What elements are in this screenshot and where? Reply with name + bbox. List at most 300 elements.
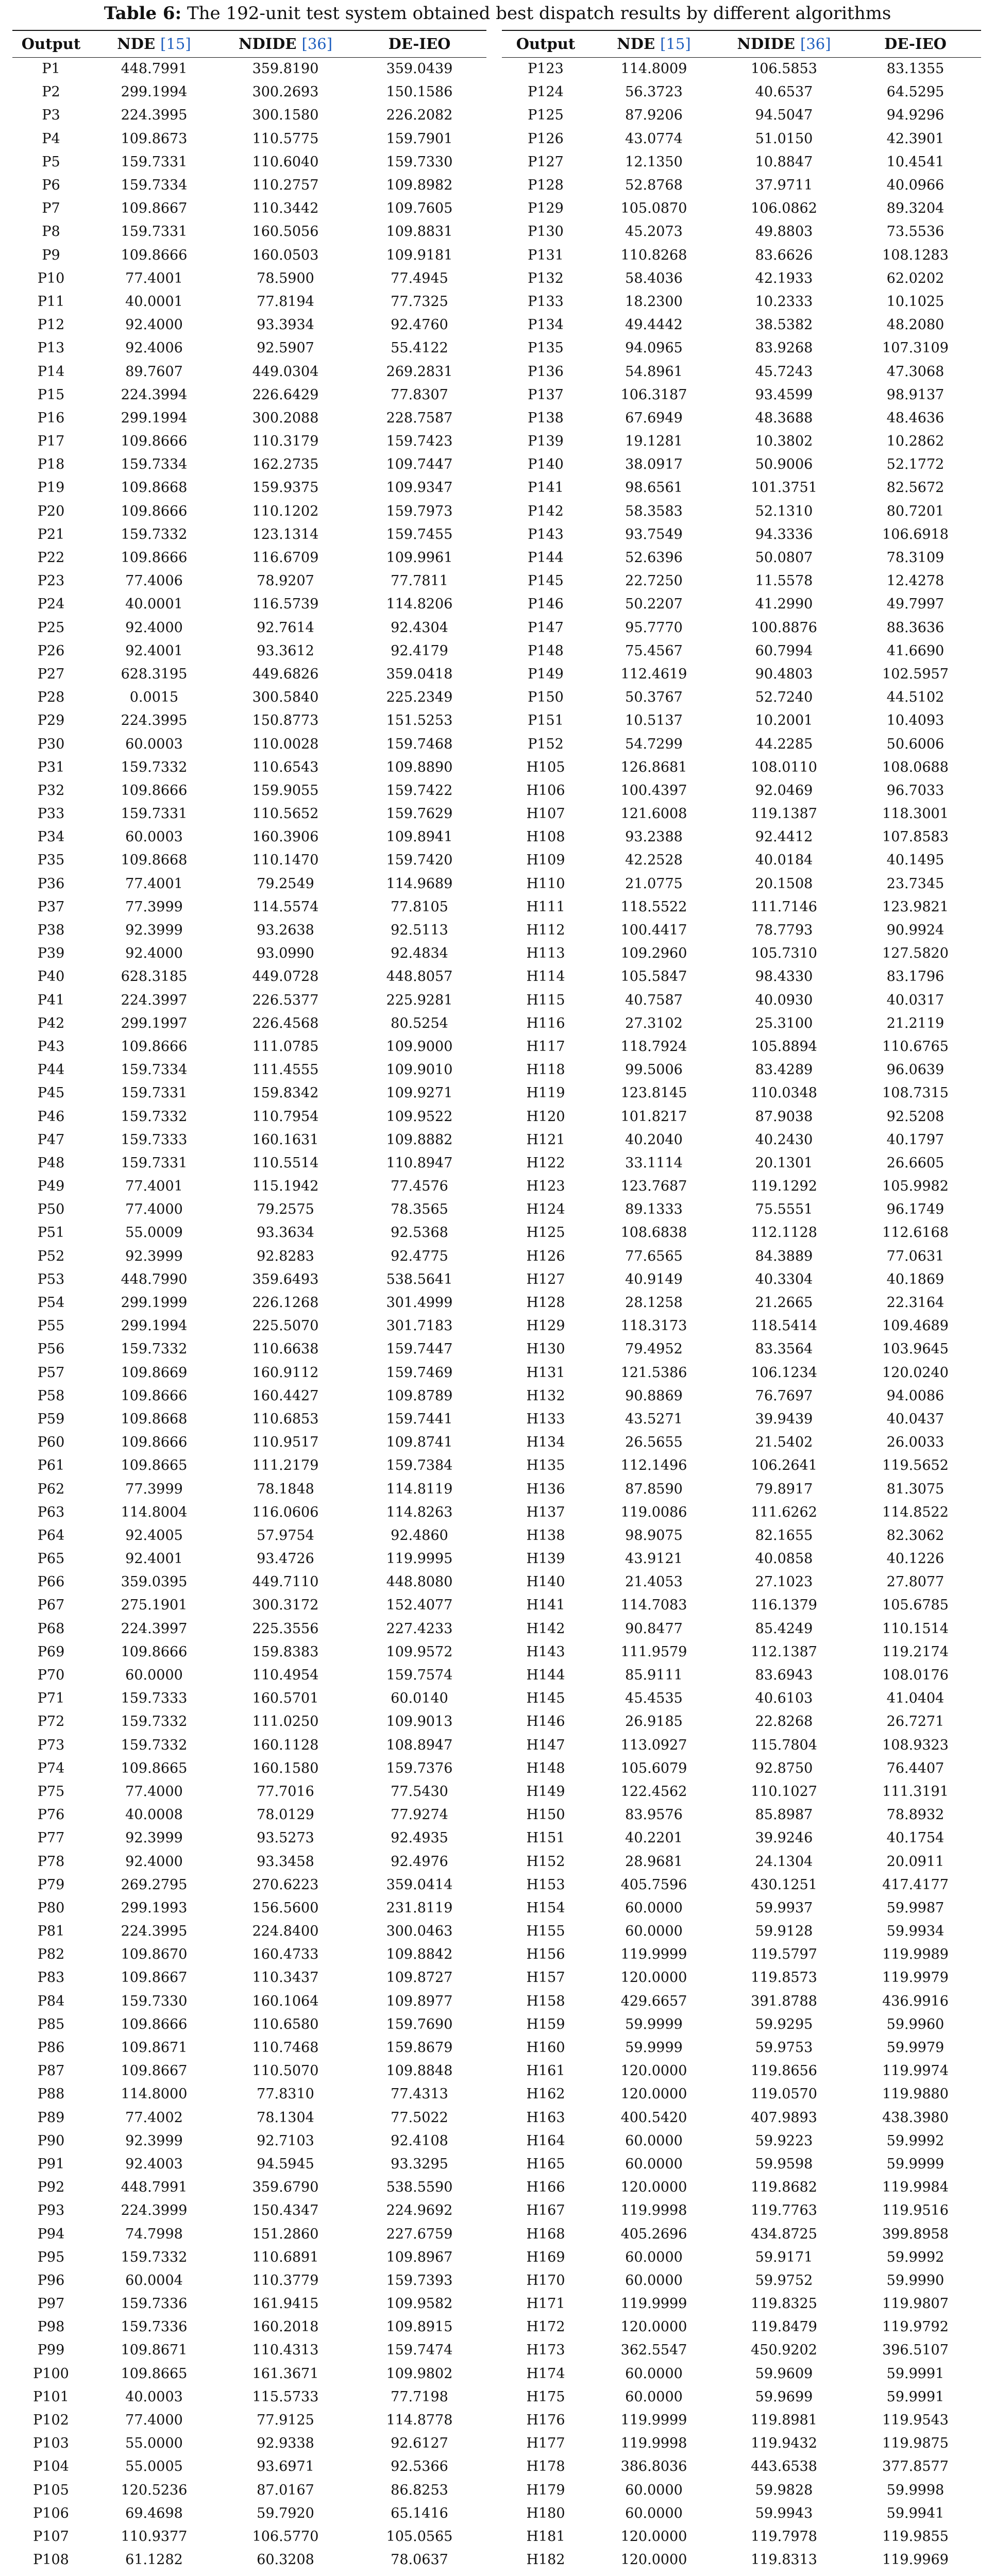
table-row	[502, 592, 981, 616]
nde-cell: 224.3997	[121, 1620, 188, 1637]
table-row	[502, 336, 981, 360]
nde-cell: 109.8668	[121, 480, 188, 496]
nde-cell: 75.4567	[625, 642, 683, 659]
table-row	[12, 756, 486, 779]
table-row	[502, 2153, 981, 2176]
table-row	[502, 1640, 981, 1664]
nde-cell: 109.8666	[121, 247, 188, 263]
table-row	[502, 1012, 981, 1035]
output-cell: H154	[526, 1900, 565, 1916]
output-cell: P60	[37, 1434, 65, 1451]
ndide-cell: 160.1128	[252, 1737, 319, 1753]
ndide-cell: 59.9609	[755, 2365, 813, 2382]
ndide-cell: 100.8876	[751, 619, 817, 636]
nde-cell: 119.9998	[620, 2202, 687, 2219]
output-cell: P143	[528, 526, 564, 543]
nde-cell: 114.8004	[121, 1504, 188, 1520]
table-row	[12, 244, 486, 267]
deieo-cell: 103.9645	[882, 1341, 949, 1358]
deieo-cell: 40.1495	[886, 852, 945, 869]
nde-cell: 87.8590	[625, 1481, 683, 1497]
table-row	[12, 1734, 486, 1757]
deieo-cell: 301.7183	[386, 1318, 453, 1334]
output-cell: P94	[37, 2226, 65, 2242]
output-cell: P54	[37, 1295, 65, 1311]
output-cell: P133	[528, 293, 564, 310]
output-cell: P58	[37, 1387, 65, 1404]
output-cell: P70	[37, 1667, 65, 1684]
output-cell: P123	[528, 61, 564, 77]
output-cell: P83	[37, 1970, 65, 1986]
table-row	[502, 663, 981, 686]
ndide-cell: 77.7016	[257, 1783, 314, 1800]
output-cell: H140	[526, 1574, 565, 1590]
ndide-cell: 161.9415	[252, 2296, 319, 2312]
deieo-cell: 269.2831	[386, 363, 453, 380]
deieo-cell: 110.1514	[882, 1620, 949, 1637]
nde-cell: 109.8666	[121, 1038, 188, 1055]
deieo-cell: 224.9692	[386, 2202, 453, 2219]
deieo-cell: 52.1772	[886, 456, 945, 473]
header-deieo: DE-IEO	[850, 30, 981, 57]
deieo-cell: 40.1226	[886, 1551, 945, 1567]
table-row	[502, 825, 981, 849]
nde-cell: 79.4952	[625, 1341, 683, 1358]
table-row	[12, 1850, 486, 1873]
output-cell: H112	[526, 922, 565, 939]
deieo-cell: 151.5253	[386, 713, 453, 729]
deieo-cell: 59.9991	[886, 2365, 945, 2382]
table-row	[12, 197, 486, 220]
ndide-cell: 83.6943	[755, 1667, 813, 1684]
output-cell: P61	[37, 1458, 65, 1474]
ndide-cell: 83.3564	[755, 1341, 813, 1358]
table-row	[12, 1873, 486, 1896]
table-row	[502, 1268, 981, 1291]
table-row	[502, 756, 981, 779]
table-row	[502, 942, 981, 965]
output-cell: P90	[37, 2132, 65, 2149]
output-cell: P131	[528, 247, 564, 263]
ndide-cell: 111.0250	[252, 1714, 319, 1730]
nde-cell: 159.7333	[121, 1690, 188, 1707]
nde-cell: 159.7334	[121, 1062, 188, 1078]
ndide-cell: 93.0990	[257, 945, 314, 962]
left-table-body	[12, 57, 486, 2576]
table-row	[12, 1431, 486, 1454]
table-row	[502, 989, 981, 1012]
deieo-cell: 300.0463	[386, 1923, 453, 1940]
output-cell: P86	[37, 2040, 65, 2056]
output-cell: P57	[37, 1364, 65, 1381]
table-row	[502, 709, 981, 732]
ndide-cell: 94.5945	[257, 2156, 314, 2172]
nde-cell: 109.8665	[121, 1760, 188, 1776]
output-cell: H133	[526, 1411, 565, 1427]
deieo-cell: 377.8577	[882, 2459, 949, 2475]
table-row	[502, 616, 981, 639]
output-cell: P132	[528, 270, 564, 286]
header-nde-ref[interactable]: [15]	[660, 35, 691, 53]
table-row	[502, 2129, 981, 2153]
deieo-cell: 109.8941	[386, 829, 453, 845]
ndide-cell: 225.5070	[252, 1318, 319, 1334]
table-row	[502, 2502, 981, 2525]
deieo-cell: 40.0317	[886, 992, 945, 1008]
deieo-cell: 82.5672	[886, 480, 945, 496]
nde-cell: 405.7596	[620, 1876, 687, 1893]
table-row	[502, 523, 981, 546]
table-row	[502, 2479, 981, 2502]
output-cell: H129	[526, 1318, 565, 1334]
nde-cell: 40.0001	[125, 596, 183, 613]
table-row	[12, 732, 486, 755]
deieo-cell: 109.7447	[386, 456, 453, 473]
table-row	[12, 546, 486, 569]
ndide-cell: 110.9517	[252, 1434, 319, 1451]
nde-cell: 90.8869	[625, 1387, 683, 1404]
nde-cell: 52.6396	[625, 550, 683, 566]
output-cell: P130	[528, 224, 564, 240]
output-cell: H116	[526, 1015, 565, 1031]
nde-cell: 224.3995	[121, 107, 188, 124]
output-cell: H127	[526, 1271, 565, 1287]
table-row	[12, 360, 486, 383]
nde-cell: 19.1281	[625, 433, 683, 450]
output-cell: H151	[526, 1830, 565, 1846]
output-cell: H149	[526, 1783, 565, 1800]
table-row	[12, 2385, 486, 2409]
output-cell: P8	[42, 224, 60, 240]
output-cell: P36	[37, 875, 65, 892]
output-cell: P67	[37, 1597, 65, 1614]
ndide-cell: 430.1251	[751, 1876, 817, 1893]
nde-cell: 362.5547	[620, 2342, 687, 2359]
nde-cell: 359.0395	[121, 1574, 188, 1590]
table-row	[12, 2409, 486, 2432]
nde-cell: 119.9999	[620, 2412, 687, 2429]
nde-cell: 58.4036	[625, 270, 683, 286]
deieo-cell: 92.5208	[886, 1108, 945, 1125]
table-row	[502, 2082, 981, 2106]
output-cell: P22	[37, 550, 65, 566]
output-cell: H147	[526, 1737, 565, 1753]
ndide-cell: 300.3172	[252, 1597, 319, 1614]
deieo-cell: 152.4077	[386, 1597, 453, 1614]
nde-cell: 159.7332	[121, 1737, 188, 1753]
output-cell: H141	[526, 1597, 565, 1614]
output-cell: P43	[37, 1038, 65, 1055]
table-row	[12, 1920, 486, 1943]
ndide-cell: 226.5377	[252, 992, 319, 1008]
nde-cell: 77.4006	[125, 573, 183, 589]
ndide-cell: 40.2430	[755, 1131, 813, 1148]
output-cell: H126	[526, 1248, 565, 1264]
nde-cell: 109.8670	[121, 1946, 188, 1963]
nde-cell: 69.4698	[125, 2505, 183, 2521]
table-row	[12, 1105, 486, 1128]
table-row	[12, 919, 486, 942]
output-cell: H114	[526, 969, 565, 985]
ndide-cell: 39.9439	[755, 1411, 813, 1427]
deieo-cell: 119.9979	[882, 1970, 949, 1986]
deieo-cell: 105.6785	[882, 1597, 949, 1614]
ndide-cell: 37.9711	[755, 177, 813, 194]
nde-cell: 67.6949	[625, 410, 683, 426]
ndide-cell: 300.2088	[252, 410, 319, 426]
ndide-cell: 106.5770	[252, 2528, 319, 2545]
nde-cell: 60.0003	[125, 829, 183, 845]
table-row	[502, 174, 981, 197]
ndide-cell: 160.4733	[252, 1946, 319, 1963]
table-row	[12, 500, 486, 523]
ndide-cell: 300.2693	[252, 84, 319, 100]
output-cell: P14	[37, 363, 65, 380]
output-cell: P3	[42, 107, 60, 124]
ndide-cell: 44.2285	[755, 736, 813, 752]
output-cell: P92	[37, 2179, 65, 2196]
ndide-cell: 119.8656	[751, 2063, 817, 2079]
output-cell: P7	[42, 200, 60, 217]
table-row	[502, 1454, 981, 1477]
deieo-cell: 159.7330	[386, 154, 453, 170]
output-cell: P1	[42, 61, 60, 77]
output-cell: H128	[526, 1295, 565, 1311]
ndide-cell: 78.0129	[257, 1807, 314, 1823]
ndide-cell: 59.9699	[755, 2388, 813, 2405]
output-cell: H160	[526, 2040, 565, 2056]
table-row	[12, 2525, 486, 2548]
output-cell: P152	[528, 736, 564, 752]
header-nde-ref[interactable]: [15]	[160, 35, 191, 53]
ndide-cell: 20.1508	[755, 875, 813, 892]
nde-cell: 120.0000	[620, 2086, 687, 2103]
ndide-cell: 160.2018	[252, 2319, 319, 2335]
deieo-cell: 359.0414	[386, 1876, 453, 1893]
table-row	[12, 1384, 486, 1408]
nde-cell: 94.0965	[625, 340, 683, 357]
output-cell: P6	[42, 177, 60, 194]
nde-cell: 109.8666	[121, 503, 188, 519]
table-row	[502, 360, 981, 383]
table-row	[12, 476, 486, 499]
header-ndide	[218, 30, 352, 57]
table-row	[12, 2292, 486, 2315]
ndide-cell: 110.7468	[252, 2040, 319, 2056]
output-cell: H130	[526, 1341, 565, 1358]
deieo-cell: 65.1416	[391, 2505, 448, 2521]
deieo-cell: 119.9969	[882, 2552, 949, 2568]
table-row	[12, 1268, 486, 1291]
deieo-cell: 92.4108	[391, 2132, 448, 2149]
table-row	[12, 1943, 486, 1966]
ndide-cell: 110.6853	[252, 1411, 319, 1427]
nde-cell: 120.0000	[620, 2552, 687, 2568]
output-cell: P151	[528, 713, 564, 729]
ndide-cell: 300.5840	[252, 689, 319, 706]
output-cell: P5	[42, 154, 60, 170]
nde-cell: 60.0000	[125, 1667, 183, 1684]
ndide-cell: 106.0862	[751, 200, 817, 217]
nde-cell: 59.9999	[625, 2040, 683, 2056]
ndide-cell: 52.7240	[755, 689, 813, 706]
nde-cell: 110.8268	[620, 247, 687, 263]
header-ndide	[718, 30, 850, 57]
nde-cell: 77.4001	[125, 270, 183, 286]
header-ndide-ref[interactable]: [36]	[301, 35, 333, 53]
deieo-cell: 59.9992	[886, 2132, 945, 2149]
ndide-cell: 92.4412	[755, 829, 813, 845]
table-row	[12, 1501, 486, 1524]
table-row	[502, 1058, 981, 1081]
table-row	[502, 919, 981, 942]
output-cell: P56	[37, 1341, 65, 1358]
ndide-cell: 40.6537	[755, 84, 813, 100]
nde-cell: 28.1258	[625, 1295, 683, 1311]
ndide-cell: 92.7614	[257, 619, 314, 636]
nde-cell: 60.0004	[125, 2272, 183, 2289]
table-row	[12, 1081, 486, 1105]
table-row	[502, 127, 981, 150]
table-row	[502, 1245, 981, 1268]
deieo-cell: 77.7811	[391, 573, 448, 589]
table-row	[12, 453, 486, 476]
ndide-cell: 110.5775	[252, 130, 319, 147]
ndide-cell: 93.4726	[257, 1551, 314, 1567]
table-row	[12, 802, 486, 825]
deieo-cell: 109.8882	[386, 1131, 453, 1148]
table-row	[502, 1477, 981, 1500]
ndide-cell: 119.8573	[751, 1970, 817, 1986]
output-cell: H111	[526, 899, 565, 915]
table-row	[12, 406, 486, 430]
ndide-cell: 41.2990	[755, 596, 813, 613]
ndide-cell: 110.3437	[252, 1970, 319, 1986]
ndide-cell: 112.1128	[751, 1225, 817, 1241]
table-row	[502, 1105, 981, 1128]
caption-text: The 192-unit test system obtained best dispatch results by different algorithms	[187, 3, 891, 24]
ndide-cell: 110.5514	[252, 1155, 319, 1171]
output-cell: H146	[526, 1714, 565, 1730]
nde-cell: 109.8665	[121, 2365, 188, 2382]
table-row	[502, 1664, 981, 1687]
ndide-cell: 98.4330	[755, 969, 813, 985]
output-cell: P41	[37, 992, 65, 1008]
deieo-cell: 44.5102	[886, 689, 945, 706]
deieo-cell: 107.8583	[882, 829, 949, 845]
deieo-cell: 109.8967	[386, 2249, 453, 2265]
deieo-cell: 109.8890	[386, 759, 453, 775]
table-row	[12, 779, 486, 802]
deieo-cell: 48.4636	[886, 410, 945, 426]
ndide-cell: 38.5382	[755, 317, 813, 333]
table-row	[12, 2338, 486, 2362]
deieo-cell: 109.9572	[386, 1643, 453, 1660]
output-cell: H158	[526, 1993, 565, 2009]
nde-cell: 118.7924	[620, 1038, 687, 1055]
ndide-cell: 92.8750	[755, 1760, 813, 1776]
deieo-cell: 94.9296	[886, 107, 945, 124]
output-cell: H134	[526, 1434, 565, 1451]
output-cell: H124	[526, 1201, 565, 1218]
nde-cell: 159.7336	[121, 2296, 188, 2312]
ndide-cell: 449.6826	[252, 666, 319, 682]
ndide-cell: 300.1580	[252, 107, 319, 124]
nde-cell: 77.4001	[125, 1178, 183, 1195]
output-cell: P134	[528, 317, 564, 333]
nde-cell: 40.0001	[125, 293, 183, 310]
deieo-cell: 159.7384	[386, 1458, 453, 1474]
header-ndide-label: NDIDE	[238, 35, 297, 53]
nde-cell: 33.1114	[625, 1155, 683, 1171]
table-row	[12, 2315, 486, 2338]
nde-cell: 122.4562	[620, 1783, 687, 1800]
deieo-cell: 159.7574	[386, 1667, 453, 1684]
results-table-left	[12, 30, 486, 2576]
deieo-cell: 119.5652	[882, 1458, 949, 1474]
nde-cell: 61.1282	[125, 2552, 183, 2568]
ndide-cell: 116.6709	[252, 550, 319, 566]
nde-cell: 54.7299	[625, 736, 683, 752]
deieo-cell: 108.8947	[386, 1737, 453, 1753]
ndide-cell: 50.0807	[755, 550, 813, 566]
table-row	[502, 1337, 981, 1361]
ndide-cell: 119.1387	[751, 806, 817, 822]
table-row	[502, 1594, 981, 1617]
deieo-cell: 109.9582	[386, 2296, 453, 2312]
nde-cell: 105.5847	[620, 969, 687, 985]
deieo-cell: 77.9274	[391, 1807, 448, 1823]
output-cell: P31	[37, 759, 65, 775]
ndide-cell: 449.7110	[252, 1574, 319, 1590]
nde-cell: 93.7549	[625, 526, 683, 543]
output-cell: H152	[526, 1853, 565, 1870]
table-row	[502, 686, 981, 709]
deieo-cell: 538.5590	[386, 2179, 453, 2196]
table-row	[502, 244, 981, 267]
table-row	[12, 2199, 486, 2222]
table-row	[502, 267, 981, 290]
table-row	[12, 1128, 486, 1151]
table-row	[502, 2362, 981, 2385]
nde-cell: 55.0009	[125, 1225, 183, 1241]
output-cell: P49	[37, 1178, 65, 1195]
nde-cell: 159.7332	[121, 1108, 188, 1125]
output-cell: P80	[37, 1900, 65, 1916]
deieo-cell: 118.3001	[882, 806, 949, 822]
deieo-cell: 92.4860	[391, 1527, 448, 1544]
deieo-cell: 159.7420	[386, 852, 453, 869]
output-cell: P29	[37, 713, 65, 729]
nde-cell: 27.3102	[625, 1015, 683, 1031]
ndide-cell: 160.0503	[252, 247, 319, 263]
deieo-cell: 77.5022	[391, 2109, 448, 2126]
ndide-cell: 10.2001	[755, 713, 813, 729]
ndide-cell: 160.5701	[252, 1690, 319, 1707]
table-row	[502, 2222, 981, 2245]
output-cell: P12	[37, 317, 65, 333]
deieo-cell: 55.4122	[391, 340, 448, 357]
deieo-cell: 114.8206	[386, 596, 453, 613]
output-cell: P91	[37, 2156, 65, 2172]
nde-cell: 299.1993	[121, 1900, 188, 1916]
output-cell: H175	[526, 2388, 565, 2405]
nde-cell: 40.2040	[625, 1131, 683, 1148]
table-row	[502, 1896, 981, 1920]
output-cell: P141	[528, 480, 564, 496]
header-ndide-ref[interactable]: [36]	[800, 35, 831, 53]
ndide-cell: 123.1314	[252, 526, 319, 543]
